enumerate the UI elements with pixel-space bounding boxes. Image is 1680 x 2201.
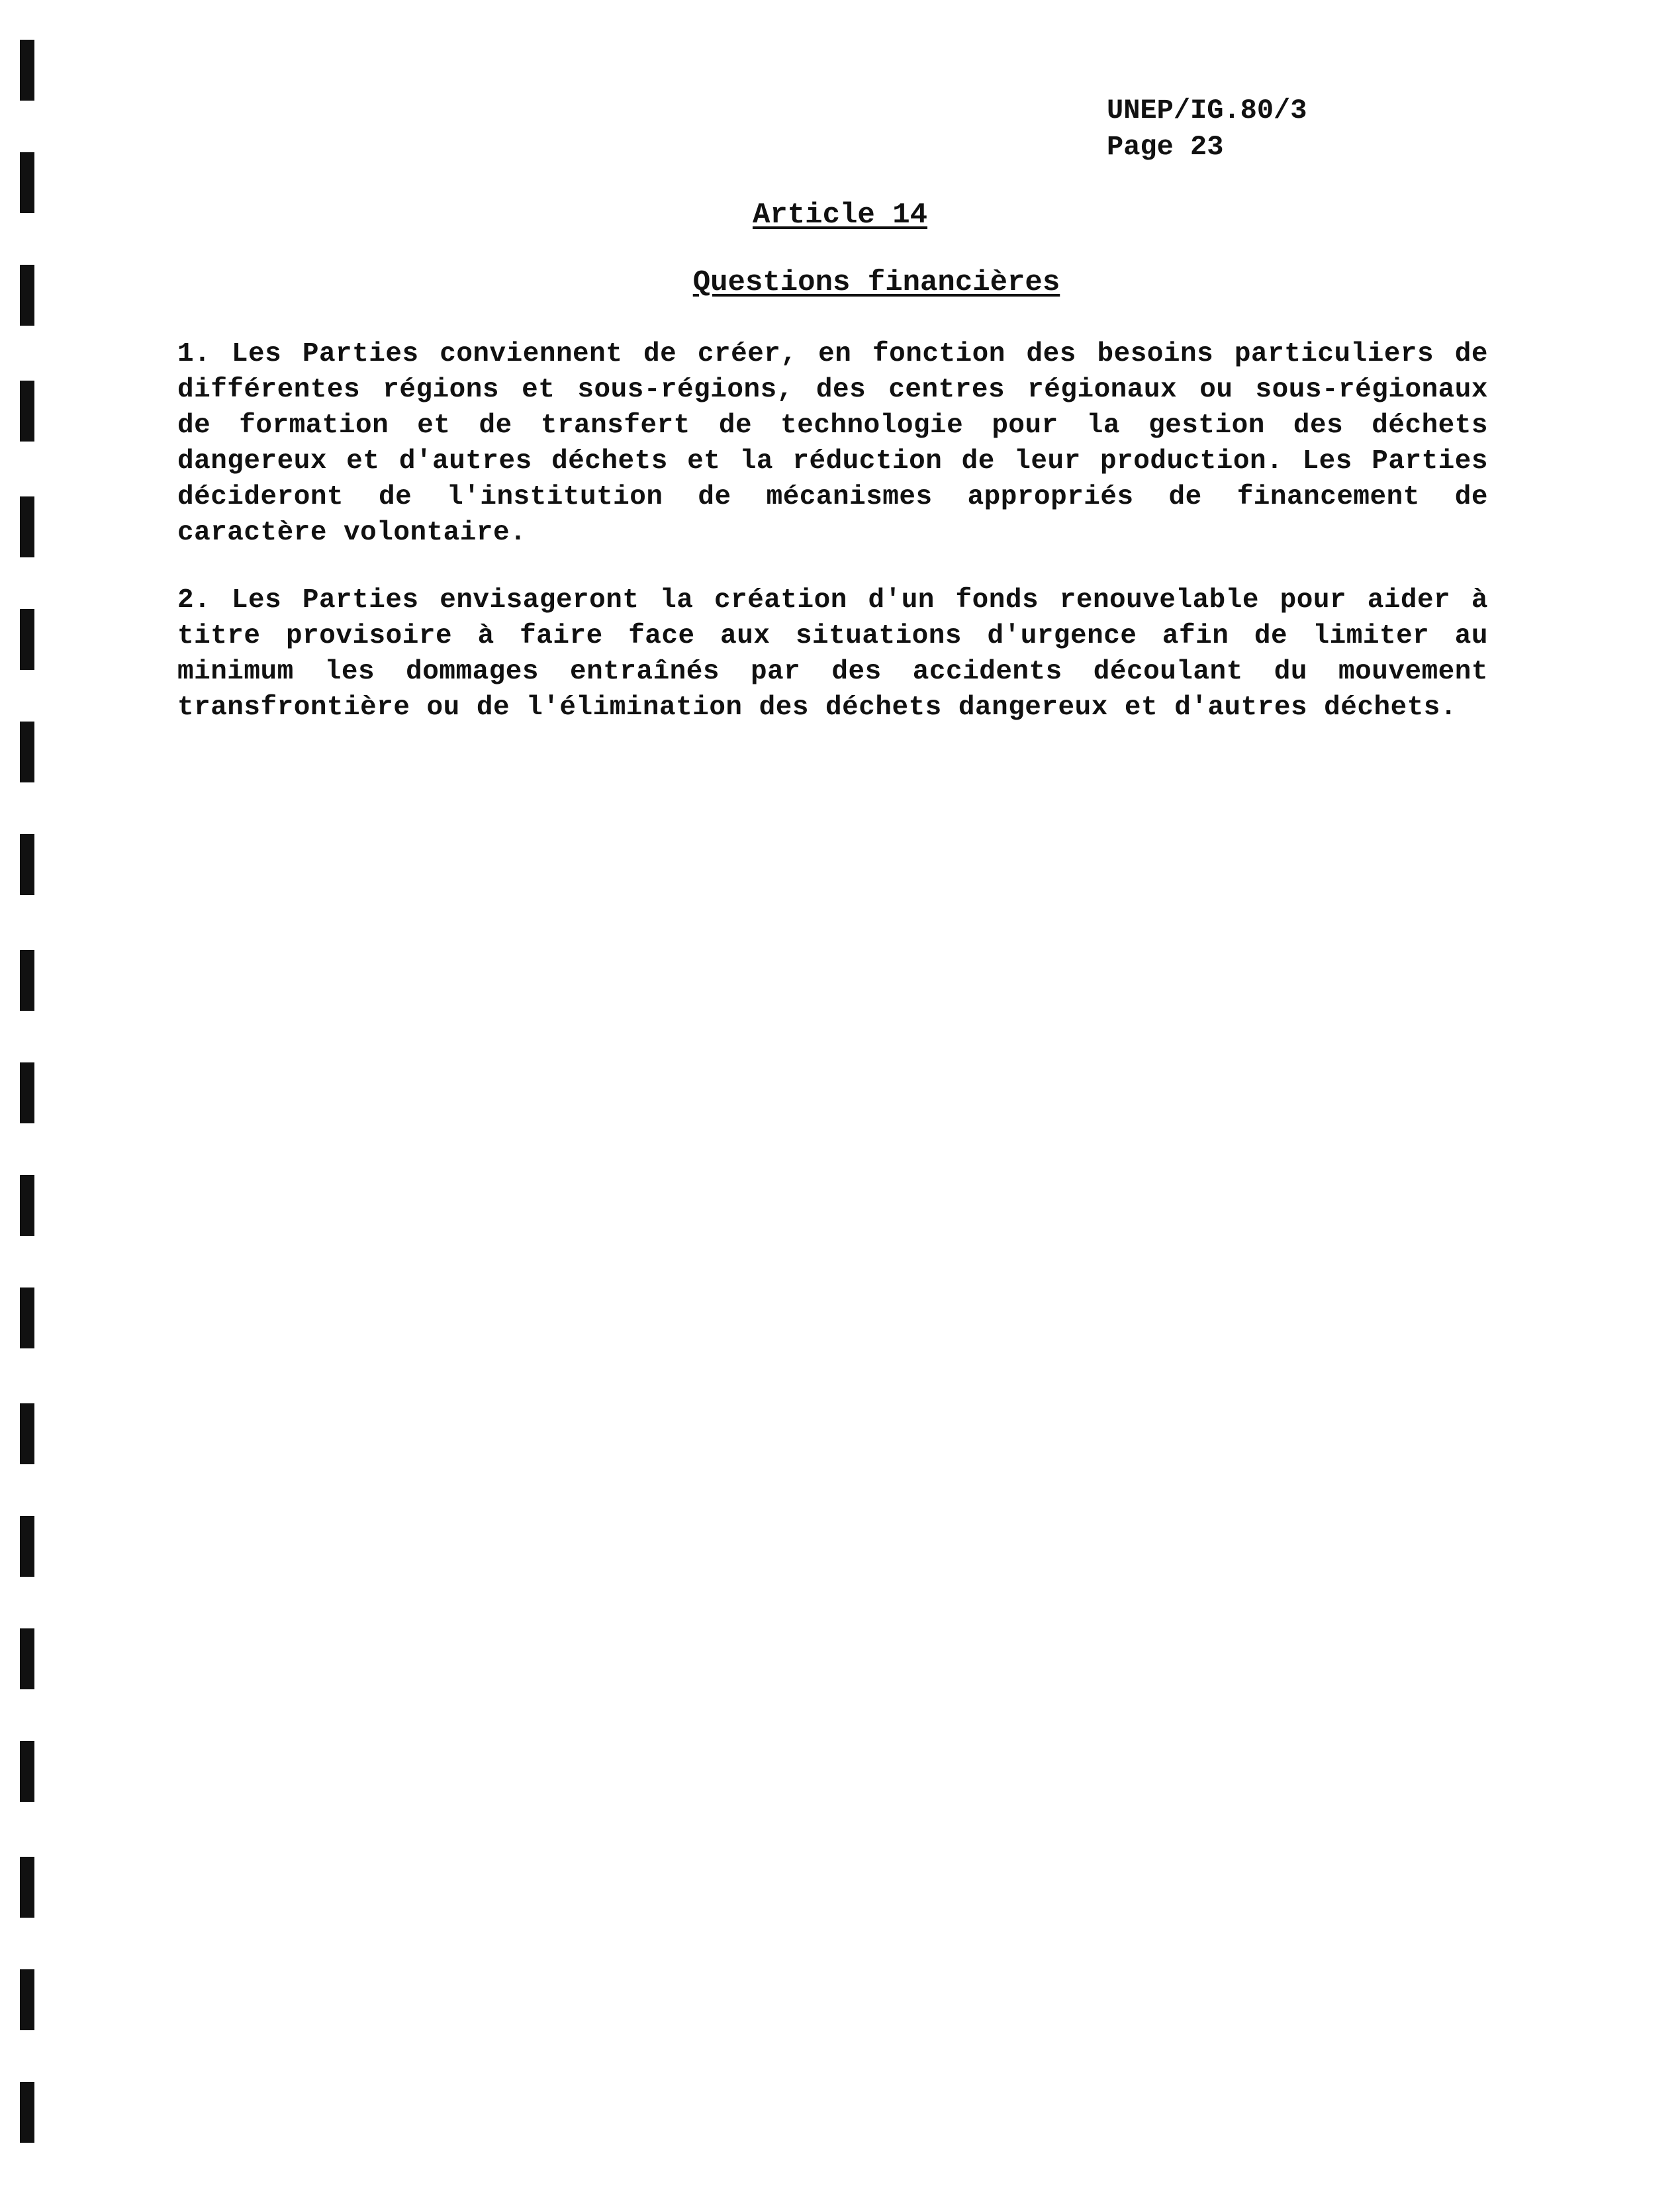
- page-number: Page 23: [1107, 131, 1224, 163]
- margin-mark: [20, 1857, 34, 1918]
- margin-mark: [20, 609, 34, 670]
- margin-mark: [20, 834, 34, 895]
- article-title: [0, 199, 1680, 232]
- margin-mark: [20, 1741, 34, 1802]
- document-symbol: UNEP/IG.80/3: [1107, 95, 1307, 126]
- margin-mark: [20, 496, 34, 557]
- document-header: [1107, 93, 1307, 165]
- margin-mark: [20, 40, 34, 101]
- paragraph-2: 2. Les Parties envisageront la création d'un fonds renouvelable pour aider à titre provisoire à faire face aux situations d'urgence afin de limiter au minimum les dommages entraînés par des accidents découlant du mouvement transfrontière ou de l'élimination des déchets dangereux et d'autres déchets.: [177, 585, 1488, 723]
- margin-mark: [20, 1288, 34, 1348]
- margin-mark: [20, 1175, 34, 1236]
- binding-margin-marks: [20, 40, 37, 2158]
- margin-mark: [20, 950, 34, 1011]
- paragraph-1: 1. Les Parties conviennent de créer, en fonction des besoins particuliers de différentes régions et sous-régions, des centres régionaux ou sous-régionaux de formation et de transfert de technologie pour la gestion des déchets dangereux et d'autres déchets et la réduction de leur production. Les Parties décideront de l'institution de mécanismes appropriés de financement de caractère volontaire.: [177, 339, 1488, 548]
- margin-mark: [20, 1403, 34, 1464]
- article-subtitle: [0, 266, 1680, 299]
- margin-mark: [20, 2082, 34, 2143]
- margin-mark: [20, 1516, 34, 1577]
- margin-mark: [20, 1628, 34, 1689]
- margin-mark: [20, 1969, 34, 2030]
- margin-mark: [20, 381, 34, 442]
- article-title-text: Article 14: [752, 199, 928, 232]
- margin-mark: [20, 722, 34, 782]
- margin-mark: [20, 1062, 34, 1123]
- article-subtitle-text: Questions financières: [692, 266, 1060, 299]
